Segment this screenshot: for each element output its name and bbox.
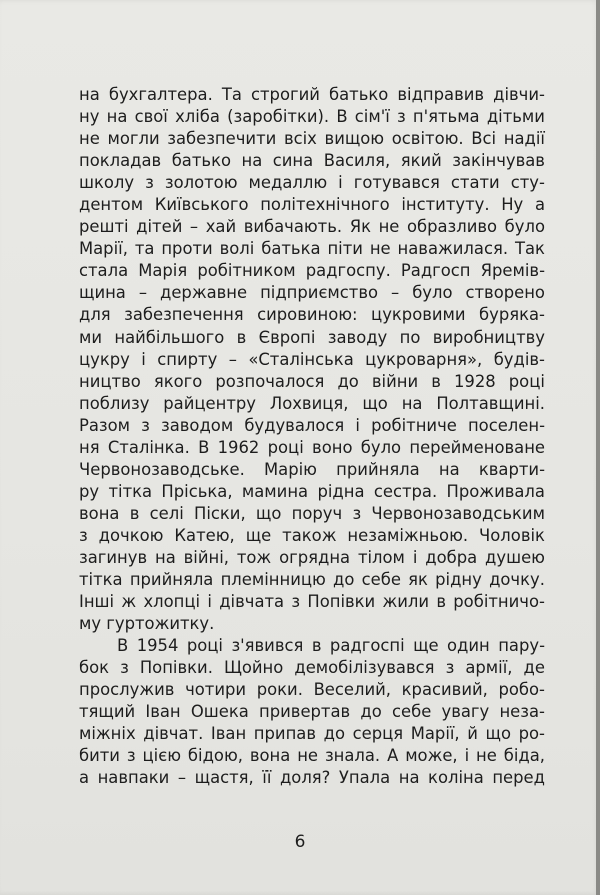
word: армії, xyxy=(465,658,513,678)
word: бок xyxy=(79,658,110,678)
word: ж xyxy=(121,592,137,612)
word: розпочалося xyxy=(215,371,325,391)
word: з xyxy=(145,173,154,193)
word: щастя, xyxy=(194,768,254,788)
word: році xyxy=(186,636,223,656)
word: – xyxy=(138,283,148,303)
word: тітка xyxy=(79,570,123,590)
word: не xyxy=(476,746,497,766)
word: дочку. xyxy=(489,570,545,590)
word: незаміжньою. xyxy=(347,525,469,545)
word: батько xyxy=(329,85,389,104)
word: рідна xyxy=(317,481,365,501)
word: освітою. xyxy=(391,129,464,149)
word: з xyxy=(352,503,362,523)
word: а xyxy=(534,195,545,215)
word: – xyxy=(228,349,237,369)
page-edge-shadow xyxy=(596,0,600,895)
word: Всі xyxy=(471,129,497,149)
text-line xyxy=(79,327,545,349)
word: надії xyxy=(503,129,545,149)
text-line xyxy=(79,437,545,459)
word: на xyxy=(79,85,100,104)
word: сту- xyxy=(510,173,545,193)
word: ру xyxy=(79,481,100,501)
word: 1954 xyxy=(136,636,179,656)
word: себе xyxy=(392,702,432,722)
word: з'явився xyxy=(231,636,304,656)
word: Попівки xyxy=(307,592,376,612)
word: добра xyxy=(425,547,478,567)
word: буряка- xyxy=(479,305,545,325)
word: Упала xyxy=(338,768,391,788)
word: хлопці xyxy=(143,592,201,612)
word: знала. xyxy=(324,746,381,766)
word: сестра. xyxy=(373,481,438,501)
text-line xyxy=(79,194,545,216)
word: Червонозаводським xyxy=(371,503,545,523)
word: було xyxy=(360,437,402,457)
text-line xyxy=(79,767,545,789)
text-line xyxy=(79,701,545,723)
word: до xyxy=(337,371,359,391)
word: дівчи- xyxy=(493,85,545,104)
word: кварти- xyxy=(478,459,545,479)
word: цукровими xyxy=(371,305,466,325)
word: душею xyxy=(485,547,545,567)
text-line xyxy=(79,238,545,260)
word: і xyxy=(355,415,360,435)
word: щина xyxy=(79,283,126,303)
word: Чоловік xyxy=(479,525,545,545)
word: Піски, xyxy=(194,503,246,523)
word: Марії, xyxy=(410,724,460,744)
word: дівчата xyxy=(219,592,285,612)
word: створено xyxy=(465,283,545,303)
word: будів- xyxy=(493,349,545,369)
word: дентом xyxy=(79,195,144,215)
word: який xyxy=(400,151,442,171)
word: В xyxy=(336,107,348,127)
word: мамина xyxy=(241,481,309,501)
word: дівчат. xyxy=(143,724,204,744)
text-line xyxy=(79,150,545,172)
word: тілом xyxy=(357,547,405,567)
word: сім'ї xyxy=(354,107,390,127)
word: сировиною: xyxy=(257,305,358,325)
text-line xyxy=(79,723,545,745)
word: не xyxy=(297,746,319,766)
word: і xyxy=(464,746,470,766)
word: Інші xyxy=(79,592,115,612)
word: до xyxy=(323,724,345,744)
text-line xyxy=(79,547,545,569)
word: Червонозаводське. xyxy=(79,459,245,479)
word: її xyxy=(262,768,272,788)
word: медаллю xyxy=(248,173,328,193)
text-line xyxy=(79,349,545,371)
word: неза- xyxy=(499,702,545,722)
word: Яремів- xyxy=(480,261,545,281)
word: дітьми xyxy=(486,107,545,127)
word: ми xyxy=(79,327,103,347)
word: золотою xyxy=(164,173,238,193)
word: в xyxy=(436,592,446,612)
word: племінницю xyxy=(220,570,326,590)
text-line xyxy=(79,569,545,591)
word: на xyxy=(106,107,128,127)
word: наважилася. xyxy=(397,239,509,259)
word: один xyxy=(447,636,490,656)
word: війні, xyxy=(183,547,229,567)
word: на xyxy=(401,393,423,413)
word: дітей xyxy=(136,217,183,237)
word: робітником xyxy=(197,261,296,281)
word: на xyxy=(241,151,263,171)
word: і xyxy=(207,592,212,612)
word: готувався xyxy=(353,173,440,193)
word: жили xyxy=(382,592,430,612)
word: райцентру xyxy=(163,393,256,413)
word: – xyxy=(391,283,400,303)
word: п'ятьма xyxy=(412,107,480,127)
word: з xyxy=(445,658,455,678)
word: Веселий, xyxy=(313,680,391,700)
word: спирту xyxy=(157,349,218,369)
word: навпаки xyxy=(97,768,170,788)
word: було xyxy=(412,283,453,303)
word: як xyxy=(408,570,428,590)
word: радгоспі xyxy=(329,636,405,656)
word: закінчував xyxy=(452,151,545,171)
body-text xyxy=(79,84,545,790)
word: ще xyxy=(245,525,272,545)
word: стати xyxy=(450,173,500,193)
word: селі xyxy=(149,503,184,523)
word: для xyxy=(79,305,111,325)
word: сина xyxy=(272,151,314,171)
word: з xyxy=(126,746,136,766)
word: решті xyxy=(79,217,129,237)
word: заводом xyxy=(161,415,234,435)
word: Марії, xyxy=(79,239,128,259)
word: й xyxy=(467,724,478,744)
text-line xyxy=(79,172,545,194)
word: бухгалтера. xyxy=(108,85,213,104)
word: забезпечити xyxy=(167,129,277,149)
word: з xyxy=(141,415,150,435)
word: воно xyxy=(312,437,353,457)
word: тящий xyxy=(79,702,136,722)
word: Сталінка. xyxy=(107,437,190,457)
word: Марія xyxy=(138,261,188,281)
word: з xyxy=(396,107,406,127)
word: до xyxy=(333,570,355,590)
word: Марію xyxy=(264,459,317,479)
page-number: 6 xyxy=(294,832,306,852)
word: будувалося xyxy=(244,415,345,435)
word: Лохвиця, xyxy=(269,393,349,413)
word: тож xyxy=(236,547,272,567)
word: Ну xyxy=(501,195,524,215)
word: Василя, xyxy=(323,151,391,171)
word: школу xyxy=(79,173,135,193)
word: на xyxy=(154,547,176,567)
word: загинув xyxy=(79,547,148,567)
text-line xyxy=(79,481,545,503)
word: до xyxy=(360,702,382,722)
word: з xyxy=(291,592,301,612)
word: війни xyxy=(371,371,419,391)
text-line xyxy=(79,282,545,304)
word: ну xyxy=(79,107,100,127)
word: 1962 xyxy=(217,437,260,457)
word: прийняла xyxy=(336,459,420,479)
word: бідою, xyxy=(187,746,243,766)
word: В xyxy=(117,636,129,656)
word: році xyxy=(508,371,545,391)
word: поселен- xyxy=(467,415,545,435)
word: перед xyxy=(492,768,545,788)
word: робо- xyxy=(498,680,545,700)
word: радгоспу. xyxy=(305,261,391,281)
text-line xyxy=(79,393,545,415)
word: цукру xyxy=(79,349,130,369)
word: серця xyxy=(352,724,404,744)
word: Щойно xyxy=(223,658,284,678)
word: а xyxy=(79,768,90,788)
word: В xyxy=(198,437,210,457)
word: було xyxy=(504,217,545,237)
word: тітка xyxy=(108,481,153,501)
word: Катею, xyxy=(174,525,235,545)
word: забезпечення xyxy=(124,305,244,325)
word: виробництву xyxy=(432,327,545,347)
word: цією xyxy=(142,746,182,766)
word: Полтавщині. xyxy=(436,393,545,413)
word: бити xyxy=(79,746,120,766)
word: А xyxy=(387,746,399,766)
word: біда, xyxy=(503,746,545,766)
word: могли xyxy=(107,129,160,149)
word: Іван xyxy=(145,702,181,722)
word: огрядна xyxy=(279,547,351,567)
word: якого xyxy=(153,371,203,391)
word: де xyxy=(523,658,545,678)
word: в xyxy=(431,371,441,391)
word: робітниче xyxy=(371,415,457,435)
word: Радгосп xyxy=(400,261,471,281)
word: доля? xyxy=(279,768,331,788)
word: чотири xyxy=(185,680,247,700)
word: Попівки. xyxy=(139,658,213,678)
word: не xyxy=(79,129,100,149)
word: ще xyxy=(413,636,439,656)
word: році xyxy=(267,437,304,457)
word: батько xyxy=(171,151,231,171)
word: рідну xyxy=(435,570,482,590)
word: хліба xyxy=(175,107,220,127)
word: цукроварня», xyxy=(365,349,483,369)
word: роки. xyxy=(256,680,303,700)
text-line xyxy=(79,304,545,326)
word: відправив xyxy=(397,85,485,104)
word: 1928 xyxy=(453,371,496,391)
word: з xyxy=(120,658,129,678)
word: підприємство xyxy=(260,283,379,303)
word: припав xyxy=(253,724,316,744)
word: що xyxy=(255,503,282,523)
text-line xyxy=(79,415,545,437)
word: Проживала xyxy=(446,481,545,501)
word: і xyxy=(141,349,146,369)
text-line xyxy=(79,503,545,525)
text-line: му гуртожитку. xyxy=(79,614,215,634)
word: дочкою xyxy=(98,525,164,545)
text-line xyxy=(79,128,545,150)
word: що xyxy=(485,724,511,744)
word: проти xyxy=(161,239,213,259)
word: красивий, xyxy=(401,680,488,700)
word: може, xyxy=(405,746,458,766)
text-line xyxy=(79,591,545,613)
text-line xyxy=(79,371,545,393)
word: Так xyxy=(514,239,545,259)
word: Київського xyxy=(154,195,249,215)
word: Ошека xyxy=(190,702,249,722)
word: і xyxy=(338,173,343,193)
word: Разом xyxy=(79,415,131,435)
word: «Сталінська xyxy=(248,349,354,369)
word: заводу xyxy=(327,327,388,347)
word: в xyxy=(129,503,140,523)
word: в xyxy=(311,636,322,656)
word: пару- xyxy=(498,636,545,656)
word: піти xyxy=(327,239,363,259)
word: хай xyxy=(205,217,237,237)
word: робітничо- xyxy=(453,592,545,612)
word: покладав xyxy=(79,151,162,171)
word: в xyxy=(236,327,247,347)
word: державне xyxy=(160,283,248,303)
word: прийняла xyxy=(129,570,214,590)
word: прослужив xyxy=(79,680,175,700)
word: образливо xyxy=(406,217,498,237)
word: ництво xyxy=(79,371,141,391)
word: поблизу xyxy=(79,393,150,413)
word: себе xyxy=(361,570,401,590)
word: свої xyxy=(134,107,168,127)
word: волі xyxy=(219,239,255,259)
word: батька xyxy=(261,239,321,259)
text-line xyxy=(79,459,545,481)
word: увагу xyxy=(441,702,490,722)
word: також xyxy=(282,525,337,545)
word: перейменоване xyxy=(409,437,545,457)
word: Як xyxy=(349,217,371,237)
word: стала xyxy=(79,261,129,281)
word: ня xyxy=(79,437,100,457)
text-line xyxy=(79,106,545,128)
word: Європі xyxy=(258,327,316,347)
word: по xyxy=(399,327,421,347)
word: демобілізувався xyxy=(294,658,435,678)
text-line xyxy=(79,745,545,767)
word: інституту. xyxy=(401,195,490,215)
text-line xyxy=(79,84,545,106)
text-line xyxy=(79,635,545,657)
word: не xyxy=(369,239,391,259)
text-line xyxy=(79,260,545,282)
word: найбільшого xyxy=(114,327,225,347)
word: Та xyxy=(221,85,242,104)
text-line xyxy=(79,216,545,238)
word: вибачають. xyxy=(243,217,343,237)
word: політехнічного xyxy=(260,195,390,215)
word: на xyxy=(398,768,420,788)
word: – xyxy=(177,768,187,788)
text-line xyxy=(79,657,545,679)
word: ро- xyxy=(518,724,545,744)
word: – xyxy=(189,217,199,237)
word: вищою xyxy=(324,129,385,149)
word: Іван xyxy=(210,724,247,744)
word: Пріська, xyxy=(161,481,233,501)
word: що xyxy=(362,393,388,413)
word: міжніх xyxy=(79,724,136,744)
word: з xyxy=(79,525,88,545)
word: на xyxy=(438,459,460,479)
word: і xyxy=(412,547,418,567)
word: не xyxy=(378,217,400,237)
word: всіх xyxy=(283,129,317,149)
word: (заробітки). xyxy=(227,107,330,127)
word: поруч xyxy=(291,503,343,523)
word: та xyxy=(134,239,155,259)
word: привертав xyxy=(259,702,351,722)
word: вона xyxy=(79,503,120,523)
word: вона xyxy=(249,746,291,766)
word: строгий xyxy=(251,85,320,104)
word: коліна xyxy=(428,768,484,788)
text-line xyxy=(79,525,545,547)
text-line xyxy=(79,679,545,701)
